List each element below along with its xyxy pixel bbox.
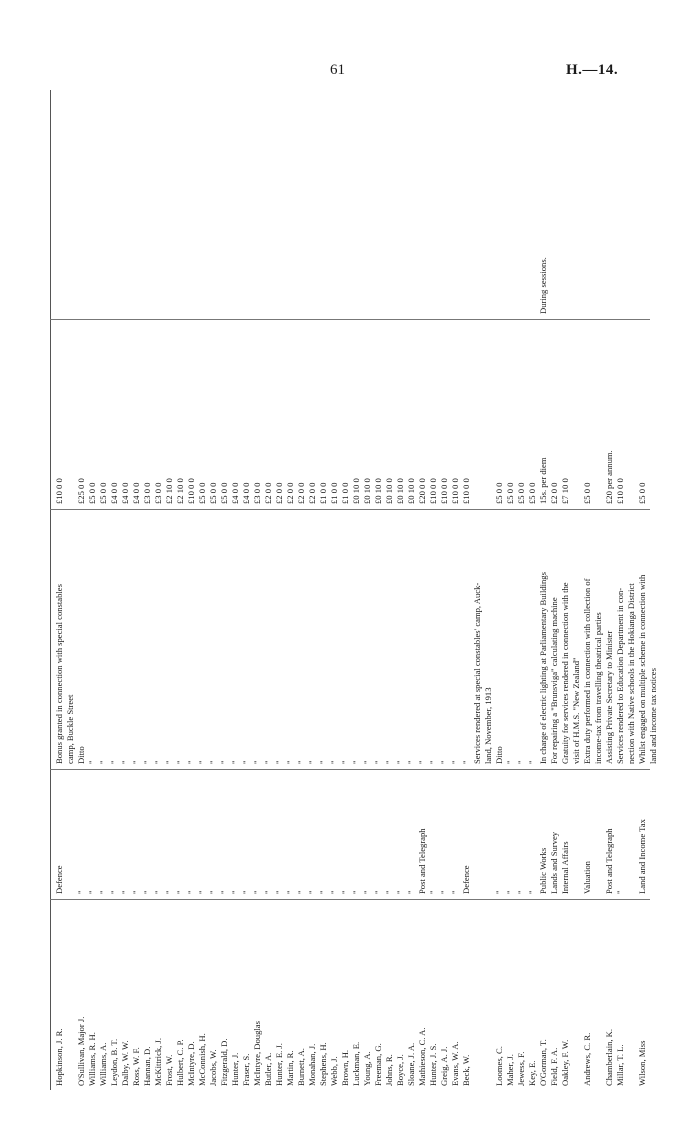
purpose-cell: " — [351, 760, 361, 764]
department-cell: " — [175, 890, 185, 894]
department-cell: " — [285, 890, 295, 894]
table-row — [417, 90, 428, 1090]
name-cell: Ross, W. F. — [131, 1047, 141, 1086]
amount-cell: £5 0 0 — [527, 482, 537, 504]
amount-cell: £3 0 0 — [153, 482, 163, 504]
table-row — [615, 90, 626, 1090]
amount-cell: £0 10 0 — [406, 478, 416, 504]
purpose-cell: " — [87, 760, 97, 764]
purpose-cell: " — [340, 760, 350, 764]
purpose-cell: " — [175, 760, 185, 764]
purpose-cell: land and income tax notices — [648, 668, 658, 764]
department-cell: Defence — [461, 865, 471, 894]
purpose-cell: Whilst engaged on multiple scheme in connection with — [637, 574, 647, 764]
name-cell: Boyce, J. — [395, 1054, 405, 1086]
table-row — [54, 90, 65, 1090]
department-cell: " — [219, 890, 229, 894]
department-cell: " — [120, 890, 130, 894]
purpose-cell: Services rendered to Education Department in con- — [615, 587, 625, 764]
amount-cell: £20 per annum. — [604, 450, 614, 504]
purpose-cell: Gratuity for services rendered in connection with the — [560, 582, 570, 764]
department-cell: " — [439, 890, 449, 894]
table-row — [648, 90, 659, 1090]
name-cell: Key, E. — [527, 1060, 537, 1086]
name-cell: McConnish, H. — [197, 1033, 207, 1086]
amount-cell: £3 0 0 — [252, 482, 262, 504]
name-cell: Greig, A. J. — [439, 1046, 449, 1086]
table-row — [98, 90, 109, 1090]
amount-cell: £5 0 0 — [87, 482, 97, 504]
table-row — [274, 90, 285, 1090]
purpose-cell: " — [373, 760, 383, 764]
table-row — [241, 90, 252, 1090]
amount-cell: £5 0 0 — [219, 482, 229, 504]
table-row — [406, 90, 417, 1090]
table-row — [296, 90, 307, 1090]
department-cell: " — [230, 890, 240, 894]
name-cell: Loomes, C. — [494, 1046, 504, 1086]
purpose-cell: " — [384, 760, 394, 764]
department-cell: " — [76, 890, 86, 894]
name-cell: McKittrick, J. — [153, 1038, 163, 1086]
ledger-table — [50, 90, 658, 1090]
name-cell: Millar, T. L. — [615, 1044, 625, 1086]
purpose-cell: For repairing a "Brunsviga" calculating machine — [549, 597, 559, 764]
amount-cell: £0 10 0 — [373, 478, 383, 504]
table-row — [362, 90, 373, 1090]
table-row — [175, 90, 186, 1090]
purpose-cell: " — [516, 760, 526, 764]
purpose-cell: land, November, 1913 — [483, 687, 493, 764]
table-row — [450, 90, 461, 1090]
amount-cell: £10 0 0 — [439, 478, 449, 504]
department-cell: " — [307, 890, 317, 894]
name-cell: Oakley, F. W. — [560, 1039, 570, 1086]
department-cell: " — [87, 890, 97, 894]
purpose-cell: " — [120, 760, 130, 764]
table-row — [373, 90, 384, 1090]
name-cell: Fitzgerald, D. — [219, 1038, 229, 1086]
purpose-cell: " — [307, 760, 317, 764]
table-row — [472, 90, 483, 1090]
amount-cell: £5 0 0 — [208, 482, 218, 504]
table-row — [516, 90, 527, 1090]
department-cell: " — [428, 890, 438, 894]
table-row — [65, 90, 76, 1090]
name-cell: Stephens, H. — [318, 1042, 328, 1086]
department-cell: " — [197, 890, 207, 894]
department-cell: Internal Affairs — [560, 841, 570, 894]
name-cell: Beck, W. — [461, 1054, 471, 1086]
amount-cell: £4 0 0 — [131, 482, 141, 504]
table-row — [351, 90, 362, 1090]
purpose-cell: " — [417, 760, 427, 764]
purpose-cell: " — [208, 760, 218, 764]
purpose-cell: " — [219, 760, 229, 764]
department-cell: " — [351, 890, 361, 894]
department-cell: " — [384, 890, 394, 894]
amount-cell: £2 0 0 — [307, 482, 317, 504]
purpose-cell: " — [197, 760, 207, 764]
table-row — [131, 90, 142, 1090]
amount-cell: £0 10 0 — [362, 478, 372, 504]
amount-cell: £2 0 0 — [296, 482, 306, 504]
purpose-cell: income-tax from travelling theatrical parties — [593, 612, 603, 764]
amount-cell: £10 0 0 — [461, 478, 471, 504]
amount-cell: £1 0 0 — [329, 482, 339, 504]
table-row — [186, 90, 197, 1090]
amount-cell: £2 10 0 — [164, 478, 174, 504]
department-cell: " — [318, 890, 328, 894]
remark-cell: During sessions. — [538, 257, 548, 314]
name-cell: Brown, H. — [340, 1049, 350, 1086]
amount-cell: £2 0 0 — [263, 482, 273, 504]
purpose-cell: " — [164, 760, 174, 764]
table-row — [307, 90, 318, 1090]
department-cell: " — [153, 890, 163, 894]
table-row — [219, 90, 230, 1090]
table-row — [164, 90, 175, 1090]
name-cell: Hunter, J. — [230, 1052, 240, 1086]
amount-cell: £5 0 0 — [494, 482, 504, 504]
department-cell: Post and Telegraph — [604, 828, 614, 894]
table-row — [582, 90, 593, 1090]
table-row — [560, 90, 571, 1090]
amount-cell: £5 0 0 — [582, 482, 592, 504]
department-cell: " — [296, 890, 306, 894]
department-cell: " — [109, 890, 119, 894]
purpose-cell: " — [329, 760, 339, 764]
name-cell: Jewess, F. — [516, 1051, 526, 1086]
name-cell: Hopkinson, J. R. — [54, 1028, 64, 1086]
purpose-cell: " — [274, 760, 284, 764]
amount-cell: £5 0 0 — [505, 482, 515, 504]
purpose-cell: " — [439, 760, 449, 764]
table-row — [483, 90, 494, 1090]
table-row — [329, 90, 340, 1090]
name-cell: Webb, J. — [329, 1056, 339, 1086]
department-cell: " — [395, 890, 405, 894]
department-cell: " — [98, 890, 108, 894]
purpose-cell: camp, Buckle Street — [65, 694, 75, 764]
table-row — [626, 90, 637, 1090]
amount-cell: £10 0 0 — [450, 478, 460, 504]
name-cell: Hulbert, C. P. — [175, 1039, 185, 1086]
name-cell: Chamberlain, K. — [604, 1028, 614, 1086]
table-row — [494, 90, 505, 1090]
purpose-cell: Assisting Private Secretary to Minister — [604, 630, 614, 764]
department-cell: " — [340, 890, 350, 894]
amount-cell: £10 0 0 — [615, 478, 625, 504]
name-cell: Hunter, J. S. — [428, 1043, 438, 1086]
table-row — [120, 90, 131, 1090]
table-row — [593, 90, 604, 1090]
purpose-cell: " — [395, 760, 405, 764]
purpose-cell: Extra duty performed in connection with collection of — [582, 578, 592, 764]
name-cell: Butler, A. — [263, 1052, 273, 1086]
purpose-cell: " — [285, 760, 295, 764]
table-row — [285, 90, 296, 1090]
department-cell: " — [615, 890, 625, 894]
department-cell: " — [406, 890, 416, 894]
purpose-cell: Ditto — [494, 746, 504, 764]
purpose-cell: " — [109, 760, 119, 764]
table-row — [384, 90, 395, 1090]
amount-cell: £20 0 0 — [417, 478, 427, 504]
purpose-cell: " — [142, 760, 152, 764]
department-cell: " — [263, 890, 273, 894]
purpose-cell: nection with Native schools in the Hokianga District — [626, 583, 636, 764]
table-row — [76, 90, 87, 1090]
table-row — [395, 90, 406, 1090]
department-cell: " — [208, 890, 218, 894]
table-row — [637, 90, 648, 1090]
amount-cell: £10 0 0 — [428, 478, 438, 504]
table-row — [604, 90, 615, 1090]
table-row — [527, 90, 538, 1090]
table-row — [439, 90, 450, 1090]
amount-cell: £10 0 0 — [54, 478, 64, 504]
department-cell: " — [373, 890, 383, 894]
department-cell: " — [527, 890, 537, 894]
amount-cell: £0 10 0 — [384, 478, 394, 504]
amount-cell: £4 0 0 — [109, 482, 119, 504]
department-cell: " — [494, 890, 504, 894]
department-cell: " — [252, 890, 262, 894]
table-row — [318, 90, 329, 1090]
department-cell: " — [516, 890, 526, 894]
table-row — [230, 90, 241, 1090]
name-cell: Andrews, C. R. — [582, 1032, 592, 1086]
department-cell: " — [450, 890, 460, 894]
department-cell: Lands and Survey — [549, 831, 559, 894]
amount-cell: £0 10 0 — [351, 478, 361, 504]
name-cell: Jacobs, W. — [208, 1049, 218, 1086]
table-row — [461, 90, 472, 1090]
amount-cell: £2 0 0 — [285, 482, 295, 504]
name-cell: Williams, A. — [98, 1042, 108, 1086]
purpose-cell: " — [153, 760, 163, 764]
department-cell: Public Works — [538, 847, 548, 894]
purpose-cell: " — [318, 760, 328, 764]
name-cell: Hannan, D. — [142, 1046, 152, 1086]
document-reference: H.—14. — [566, 62, 619, 78]
amount-cell: £5 0 0 — [637, 482, 647, 504]
purpose-cell: " — [296, 760, 306, 764]
table-row — [538, 90, 549, 1090]
purpose-cell: " — [406, 760, 416, 764]
table-row — [340, 90, 351, 1090]
table-row — [549, 90, 560, 1090]
department-cell: " — [505, 890, 515, 894]
purpose-cell: " — [461, 760, 471, 764]
table-row — [197, 90, 208, 1090]
amount-cell: £4 0 0 — [241, 482, 251, 504]
name-cell: Fraser, S. — [241, 1053, 251, 1086]
name-cell: Field, F. A. — [549, 1047, 559, 1086]
department-cell: " — [274, 890, 284, 894]
amount-cell: £1 0 0 — [318, 482, 328, 504]
table-row — [252, 90, 263, 1090]
name-cell: Wilson, Miss — [637, 1040, 647, 1086]
name-cell: Monahan, J. — [307, 1043, 317, 1086]
amount-cell: £4 0 0 — [120, 482, 130, 504]
table-row — [428, 90, 439, 1090]
purpose-cell: visit of H.M.S. "New Zealand" — [571, 657, 581, 764]
name-cell: Martin, R. — [285, 1050, 295, 1086]
department-cell: " — [241, 890, 251, 894]
department-cell: " — [142, 890, 152, 894]
department-cell: " — [362, 890, 372, 894]
amount-cell: £7 10 0 — [560, 478, 570, 504]
purpose-cell: " — [241, 760, 251, 764]
amount-cell: £2 0 0 — [274, 482, 284, 504]
name-cell: Dalby, W. W. — [120, 1040, 130, 1086]
department-cell: " — [329, 890, 339, 894]
name-cell: Mathieson, C. A. — [417, 1027, 427, 1086]
amount-cell: £4 0 0 — [230, 482, 240, 504]
name-cell: Freeman, G. — [373, 1043, 383, 1086]
purpose-cell: " — [450, 760, 460, 764]
purpose-cell: Services rendered at special constables' camp, Auck- — [472, 582, 482, 764]
purpose-cell: " — [131, 760, 141, 764]
amount-cell: £25 0 0 — [76, 478, 86, 504]
purpose-cell: " — [98, 760, 108, 764]
name-cell: Frost, W. — [164, 1054, 174, 1086]
purpose-cell: Ditto — [76, 746, 86, 764]
purpose-cell: " — [263, 760, 273, 764]
name-cell: O'Gorman, T. — [538, 1039, 548, 1086]
table-row — [109, 90, 120, 1090]
name-cell: Sloane, J. A. — [406, 1042, 416, 1086]
name-cell: Johns, R. — [384, 1054, 394, 1086]
name-cell: Luckman, E. — [351, 1041, 361, 1086]
purpose-cell: In charge of electric lighting at Parliamentary Buildings — [538, 572, 548, 764]
amount-cell: £2 0 0 — [549, 482, 559, 504]
table-row — [87, 90, 98, 1090]
amount-cell: £10 0 0 — [186, 478, 196, 504]
name-cell: Evans, W. A. — [450, 1041, 460, 1086]
name-cell: Hunter, E. J. — [274, 1043, 284, 1086]
table-body — [54, 90, 659, 1090]
purpose-cell: " — [428, 760, 438, 764]
table-row — [208, 90, 219, 1090]
department-cell: Defence — [54, 865, 64, 894]
name-cell: Young, A. — [362, 1051, 372, 1086]
amount-cell: £1 0 0 — [340, 482, 350, 504]
table-row — [571, 90, 582, 1090]
purpose-cell: " — [230, 760, 240, 764]
amount-cell: £5 0 0 — [516, 482, 526, 504]
name-cell: O'Sullivan, Major J. — [76, 1016, 86, 1086]
name-cell: Leydon, B. T. — [109, 1038, 119, 1086]
purpose-cell: Bonus granted in connection with special constables — [54, 584, 64, 764]
table-row — [142, 90, 153, 1090]
table-row — [505, 90, 516, 1090]
name-cell: McIntyre, D. — [186, 1041, 196, 1086]
department-cell: " — [131, 890, 141, 894]
amount-cell: £2 10 0 — [175, 478, 185, 504]
department-cell: " — [164, 890, 174, 894]
purpose-cell: " — [505, 760, 515, 764]
table-row — [263, 90, 274, 1090]
page-number: 61 — [330, 62, 345, 78]
name-cell: McIntyre, Douglas — [252, 1021, 262, 1086]
department-cell: " — [186, 890, 196, 894]
purpose-cell: " — [186, 760, 196, 764]
name-cell: Burnett, A. — [296, 1048, 306, 1086]
department-cell: Land and Income Tax — [637, 819, 647, 894]
purpose-cell: " — [252, 760, 262, 764]
name-cell: Williams, R. H. — [87, 1032, 97, 1086]
department-cell: Valuation — [582, 861, 592, 894]
amount-cell: £5 0 0 — [98, 482, 108, 504]
name-cell: Maher, J. — [505, 1054, 515, 1086]
amount-cell: £5 0 0 — [197, 482, 207, 504]
purpose-cell: " — [362, 760, 372, 764]
amount-cell: £3 0 0 — [142, 482, 152, 504]
amount-cell: £0 10 0 — [395, 478, 405, 504]
purpose-cell: " — [527, 760, 537, 764]
department-cell: Post and Telegraph — [417, 828, 427, 894]
amount-cell: 15s. per diem — [538, 457, 548, 504]
table-row — [153, 90, 164, 1090]
table-top-rule — [50, 90, 51, 1090]
